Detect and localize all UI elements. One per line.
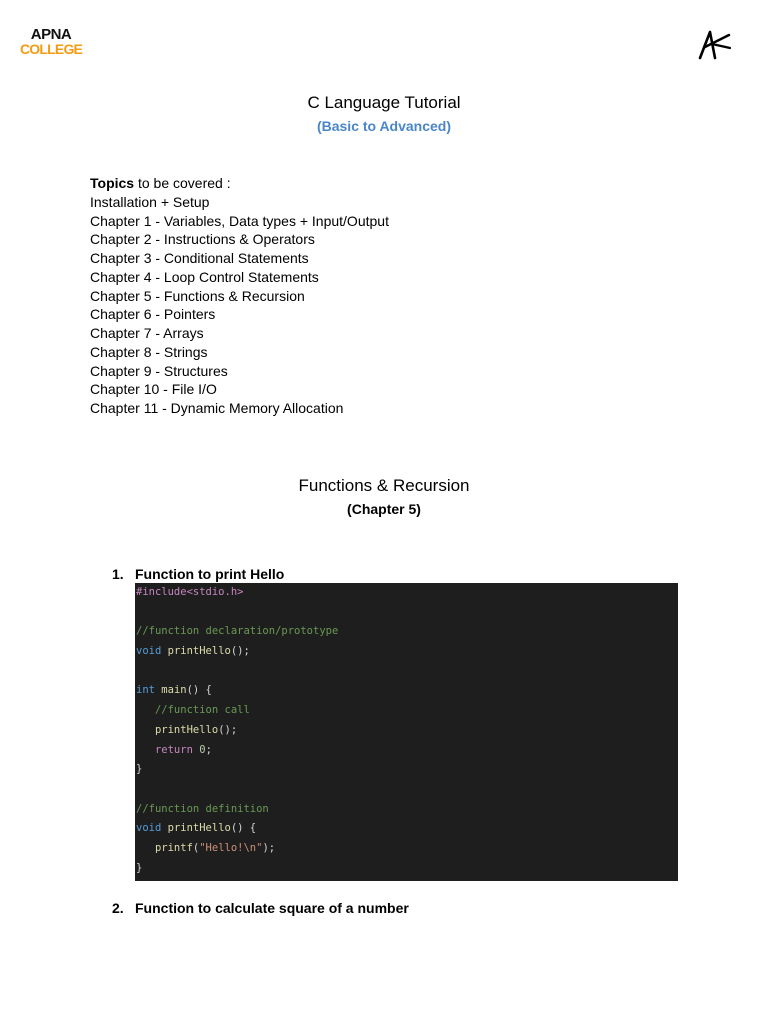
code-line xyxy=(135,741,678,761)
code-punct: } xyxy=(136,763,143,776)
code-line xyxy=(135,859,678,879)
topic-item: Chapter 2 - Instructions & Operators xyxy=(90,231,315,248)
code-line xyxy=(135,839,678,859)
code-line-blank xyxy=(135,662,678,682)
code-line xyxy=(135,760,678,780)
example-number: 1. xyxy=(112,566,124,582)
code-punct: ); xyxy=(262,841,276,854)
code-block xyxy=(135,583,678,881)
topic-item: Chapter 5 - Functions & Recursion xyxy=(90,287,305,304)
topic-item: Chapter 6 - Pointers xyxy=(90,306,216,323)
topic-item: Chapter 1 - Variables, Data types + Input/Output xyxy=(90,212,389,229)
code-line xyxy=(135,819,678,839)
code-punct: (); xyxy=(230,645,250,658)
code-number: 0 xyxy=(199,743,206,756)
logo-line-2: COLLEGE xyxy=(20,41,83,57)
logo-line-1: APNA xyxy=(30,26,72,43)
code-function-name: printHello xyxy=(154,723,219,736)
example-heading-1 xyxy=(112,565,284,583)
code-include: #include<stdio.h> xyxy=(136,586,244,598)
code-line xyxy=(135,642,678,662)
code-comment: //function definition xyxy=(136,802,269,815)
code-line-blank xyxy=(135,603,678,623)
code-punct: () { xyxy=(230,822,257,835)
topic-item: Chapter 11 - Dynamic Memory Allocation xyxy=(90,400,344,416)
code-line xyxy=(135,701,678,721)
code-line xyxy=(135,681,678,701)
code-punct: () { xyxy=(186,684,212,697)
code-keyword: void xyxy=(136,822,162,835)
example-heading-2 xyxy=(112,899,409,917)
code-line-blank xyxy=(135,780,678,800)
code-function-name: printf xyxy=(154,841,193,854)
topics-list xyxy=(90,174,389,418)
code-line xyxy=(135,800,678,820)
page-title: C Language Tutorial xyxy=(307,93,461,112)
topic-item: Chapter 3 - Conditional Statements xyxy=(90,250,309,266)
example-title: Function to print Hello xyxy=(135,566,285,582)
code-comment: //function declaration/prototype xyxy=(136,625,339,638)
code-line xyxy=(135,583,678,603)
code-keyword: int xyxy=(136,684,155,697)
topic-item: Chapter 10 - File I/O xyxy=(90,381,217,398)
code-punct: ( xyxy=(192,841,200,854)
topics-label: Topics xyxy=(90,175,135,191)
code-keyword: void xyxy=(136,645,162,658)
topics-label-rest: to be covered : xyxy=(134,175,231,191)
example-title: Function to calculate square of a number xyxy=(135,900,409,916)
code-string: "Hello!\n" xyxy=(199,841,263,854)
topic-item: Installation + Setup xyxy=(90,193,210,210)
code-function-name: main xyxy=(161,684,187,697)
code-keyword: return xyxy=(154,743,193,756)
code-function-name: printHello xyxy=(167,822,231,835)
code-function-name: printHello xyxy=(167,645,231,658)
brand-mark-icon xyxy=(696,26,736,62)
topic-item: Chapter 7 - Arrays xyxy=(90,325,204,341)
section-subtitle: (Chapter 5) xyxy=(347,501,421,517)
topic-item: Chapter 4 - Loop Control Statements xyxy=(90,268,319,285)
topic-item: Chapter 8 - Strings xyxy=(90,343,208,360)
page-subtitle: (Basic to Advanced) xyxy=(316,118,452,134)
code-punct: ; xyxy=(205,743,212,756)
code-punct: (); xyxy=(218,723,238,736)
code-line xyxy=(135,622,678,642)
topics-heading xyxy=(90,174,389,193)
section-title: Functions & Recursion xyxy=(298,476,470,495)
example-number: 2. xyxy=(112,900,124,916)
code-comment: //function call xyxy=(154,704,250,717)
code-punct: } xyxy=(136,861,143,874)
code-line xyxy=(135,721,678,741)
topic-item: Chapter 9 - Structures xyxy=(90,362,228,379)
apna-college-logo xyxy=(20,28,82,56)
